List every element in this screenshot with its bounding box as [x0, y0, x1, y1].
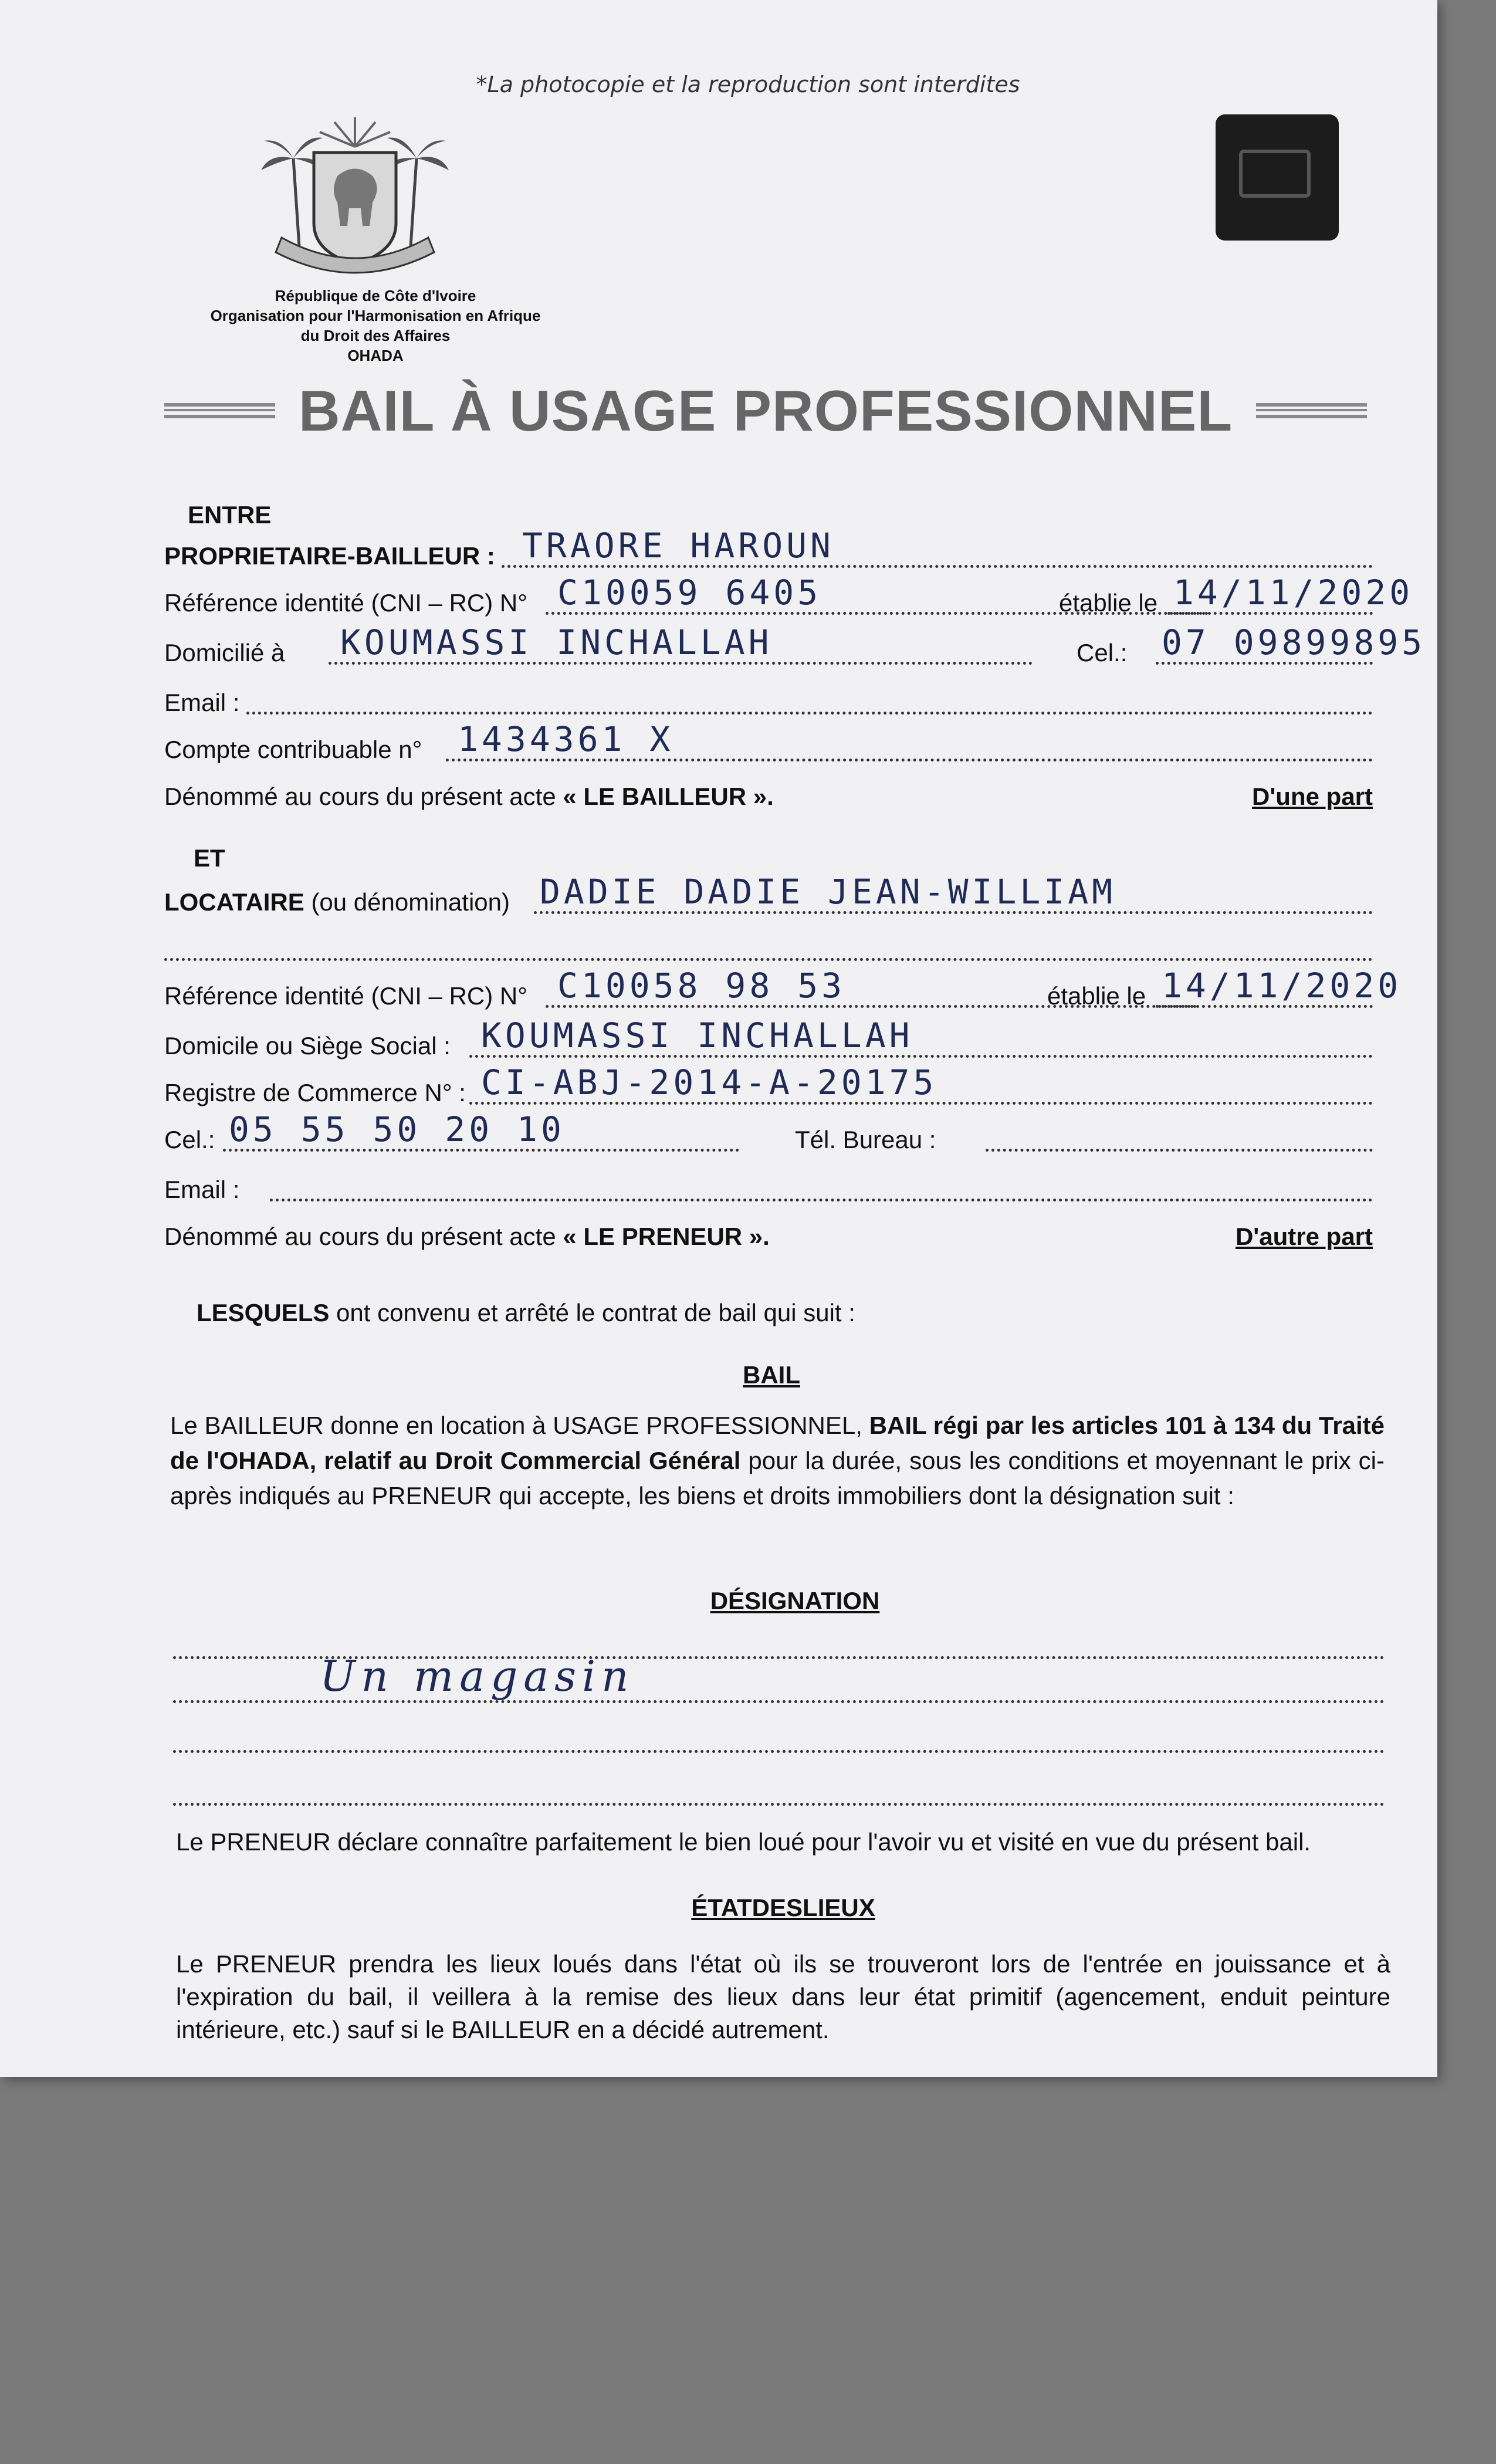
coat-of-arms-emblem — [258, 111, 452, 287]
bail-text-a: Le BAILLEUR donne en location à USAGE PROFESSIONNEL, — [170, 1412, 869, 1439]
bailleur-issued-label: établie le — [1059, 589, 1158, 617]
locataire-label-rest: (ou dénomination) — [311, 888, 510, 916]
org-line-2: Organisation pour l'Harmonisation en Afrique — [210, 307, 541, 324]
locataire-name-line — [164, 872, 1373, 921]
locataire-address-label: Domicile ou Siège Social : — [164, 1032, 451, 1060]
locataire-name-cont-line — [164, 933, 1373, 968]
designation-line-3 — [173, 1725, 1385, 1760]
bail-text-c: pour la durée, sous les conditions et moyennant le prix ci-après indiqués au PRENEUR qui accepte, les biens et droits immobiliers dont la désignation suit : — [170, 1447, 1385, 1509]
owner-value[interactable]: TRAORE HAROUN — [522, 526, 834, 566]
bailleur-address-line — [164, 622, 1426, 672]
locataire-tel-dots[interactable] — [986, 1149, 1373, 1152]
bailleur-side-label: D'une part — [1251, 783, 1373, 810]
bailleur-address-label: Domicilié à — [164, 639, 285, 666]
locataire-rc-label: Registre de Commerce N° : — [164, 1079, 466, 1106]
locataire-label-bold: LOCATAIRE — [164, 888, 304, 916]
locataire-name-cont-dots[interactable] — [164, 958, 1373, 961]
designation-dots-3[interactable] — [173, 1750, 1385, 1753]
org-line-4: OHADA — [347, 347, 404, 364]
organization-header — [176, 286, 575, 365]
bailleur-tax-value[interactable]: 1434361 X — [458, 719, 674, 759]
designation-line-4 — [173, 1778, 1385, 1813]
bailleur-cel-label: Cel.: — [1077, 639, 1128, 666]
locataire-name-value[interactable]: DADIE DADIE JEAN-WILLIAM — [540, 872, 1116, 912]
locataire-email-line — [164, 1173, 1373, 1209]
lesquels-text — [197, 1299, 855, 1327]
locataire-issued-value[interactable]: 14/11/2020 — [1162, 966, 1402, 1006]
locataire-named-text — [164, 1223, 770, 1251]
bailleur-email-dots[interactable] — [246, 712, 1373, 715]
locataire-named-prefix: Dénommé au cours du présent acte — [164, 1223, 556, 1250]
bail-heading: BAIL — [743, 1361, 800, 1389]
bailleur-email-label: Email : — [164, 689, 240, 716]
et-label: ET — [194, 844, 225, 872]
designation-dots-4[interactable] — [173, 1803, 1385, 1806]
locataire-address-line — [164, 1016, 1373, 1065]
title-rule-left — [164, 403, 275, 418]
locataire-id-line — [164, 966, 1402, 1015]
locataire-named-bold: « LE PRENEUR ». — [563, 1223, 770, 1250]
etat-paragraph: Le PRENEUR prendra les lieux loués dans l'état où ils se trouveront lors de l'entrée en jouissance et à l'expiration du bail, il veillera à la remise des lieux dans leur état primitif (agencement, enduit peinture intérieure, etc.) sauf si le BAILLEUR en a décidé autrement. — [176, 1950, 1390, 2043]
lesquels-line — [164, 1297, 1373, 1332]
bailleur-cel-value[interactable]: 07 09899895 — [1162, 622, 1426, 662]
bailleur-address-value[interactable]: KOUMASSI INCHALLAH — [340, 622, 773, 662]
locataire-label — [164, 888, 510, 916]
designation-declaration: Le PRENEUR déclare connaître parfaitement le bien loué pour l'avoir vu et visité en vue du présent bail. — [176, 1828, 1311, 1856]
locataire-rc-value[interactable]: CI-ABJ-2014-A-20175 — [481, 1062, 937, 1102]
document-title: BAIL À USAGE PROFESSIONNEL — [298, 378, 1233, 443]
owner-line — [164, 526, 1373, 575]
locataire-id-label: Référence identité (CNI – RC) N° — [164, 982, 528, 1010]
bailleur-named-text — [164, 783, 774, 811]
org-line-1: République de Côte d'Ivoire — [275, 287, 476, 304]
bailleur-named-bold: « LE BAILLEUR ». — [563, 783, 774, 810]
bail-paragraph — [170, 1408, 1385, 1514]
locataire-address-value[interactable]: KOUMASSI INCHALLAH — [481, 1016, 913, 1055]
lesquels-rest: ont convenu et arrêté le contrat de bail qui suit : — [336, 1299, 855, 1326]
locataire-cel-label: Cel.: — [164, 1126, 215, 1153]
bailleur-id-value[interactable]: C10059 6405 — [557, 573, 822, 612]
owner-label: PROPRIETAIRE-BAILLEUR : — [164, 542, 495, 570]
bailleur-named-prefix: Dénommé au cours du présent acte — [164, 783, 556, 810]
title-bar — [164, 375, 1367, 446]
locataire-cel-value[interactable]: 05 55 50 20 10 — [229, 1109, 565, 1149]
designation-value[interactable]: Un magasin — [320, 1651, 635, 1701]
copy-notice: *La photocopie et la reproduction sont interdites — [476, 72, 1020, 97]
stamp-mark — [1216, 114, 1339, 241]
locataire-side-label: D'autre part — [1235, 1223, 1373, 1250]
bailleur-named-line — [164, 780, 1373, 815]
locataire-rc-line — [164, 1062, 1373, 1112]
bailleur-tax-line — [164, 719, 1373, 769]
locataire-id-value[interactable]: C10058 98 53 — [557, 966, 846, 1006]
entre-label: ENTRE — [188, 501, 272, 529]
bailleur-issued-value[interactable]: 14/11/2020 — [1173, 573, 1414, 612]
designation-heading: DÉSIGNATION — [710, 1587, 880, 1615]
locataire-email-label: Email : — [164, 1176, 240, 1203]
designation-line-2 — [173, 1651, 1385, 1710]
locataire-tel-label: Tél. Bureau : — [795, 1126, 936, 1153]
locataire-issued-label: établie le — [1047, 982, 1146, 1010]
bailleur-id-line — [164, 573, 1414, 622]
locataire-cel-line — [164, 1109, 1373, 1159]
org-line-3: du Droit des Affaires — [300, 327, 451, 344]
lesquels-bold: LESQUELS — [197, 1299, 330, 1326]
etat-heading: ÉTATDESLIEUX — [691, 1894, 875, 1921]
bailleur-email-line — [164, 686, 1373, 722]
locataire-email-dots[interactable] — [270, 1199, 1373, 1201]
bailleur-tax-label: Compte contribuable n° — [164, 736, 422, 763]
bailleur-id-label: Référence identité (CNI – RC) N° — [164, 589, 528, 617]
title-rule-right — [1256, 403, 1367, 418]
locataire-named-line — [164, 1220, 1373, 1255]
bail-text-b: BAIL régi par les articles 101 à 134 du Traité de l'OHADA, relatif au Droit Commercial Général — [170, 1412, 1385, 1474]
